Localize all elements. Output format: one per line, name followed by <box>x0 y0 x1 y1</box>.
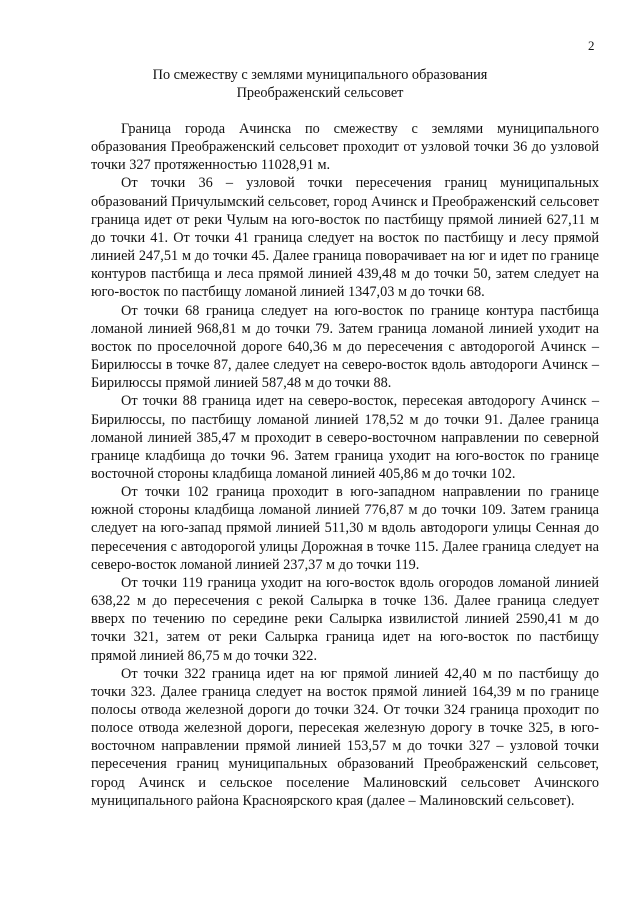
section-heading <box>0 66 640 102</box>
paragraph-1: Граница города Ачинска по смежеству с землями муниципального образования Преображенский сельсовет проходит от узловой точки 36 до узловой точки 327 протяженностью 11028,91 м. <box>91 121 599 174</box>
paragraph-6: От точки 119 граница уходит на юго-восток вдоль огородов ломаной линией 638,22 м до пересечения с рекой Салырка в точке 136. Далее граница следует вверх по течению по середине реки Салырка извилистой линией 2590,41 м до точки 321, затем от реки Салырка граница идет на юго-восток по пастбищу прямой линией 86,75 м до точки 322. <box>91 574 599 664</box>
section-heading-line-2: Преображенский сельсовет <box>236 85 404 101</box>
paragraph-3: От точки 68 граница следует на юго-восток по границе контура пастбища ломаной линией 968,81 м до точки 79. Затем граница ломаной линией уходит на восток по проселочной дороге 640,36 м до пересечения с автодорогой Ачинск – Бирилюссы в точке 87, далее следует на северо-восток вдоль автодороги Ачинск – Бирилюссы прямой линией 587,48 м до точки 88. <box>91 302 599 392</box>
paragraph-7: От точки 322 граница идет на юг прямой линией 42,40 м по пастбищу до точки 323. Далее граница следует на восток прямой линией 164,39 м по границе полосы отвода железной дороги до точки 324. От точки 324 граница проходит по полосе отвода железной дороги, пересекая железную дорогу в точке 325, в юго-восточном направлении прямой линией 153,57 м до точки 327 – узловой точки пересечения границ муниципальных образований Преображенский сельсовет, город Ачинск и сельское поселение Малиновский сельсовет Ачинского муниципального района Красноярского края (далее – Малиновский сельсовет). <box>91 665 599 809</box>
paragraph-4: От точки 88 граница идет на северо-восток, пересекая автодорогу Ачинск – Бирилюссы, по пастбищу ломаной линией 178,52 м до точки 91. Далее граница ломаной линией 385,47 м проходит в северо-восточном направлении по северной границе кладбища до точки 96. Затем граница уходит на юго-восток по границе восточной стороны кладбища ломаной линией 405,86 м до точки 102. <box>91 393 599 482</box>
paragraph-2: От точки 36 – узловой точки пересечения границ муниципальных образований Причулымский сельсовет, город Ачинск и Преображенский сельсовет граница идет от реки Чулым на юго-восток по пастбищу прямой линией 627,11 м до точки 41. От точки 41 граница следует на восток по пастбищу и лесу прямой линией 247,51 м до точки 45. Далее граница поворачивает на юг и идет по границе контуров пастбища и леса прямой линией 439,48 м до точки 50, затем следует на юго-восток по пастбищу ломаной линией 1347,03 м до точки 68. <box>91 175 599 301</box>
page-number: 2 <box>588 38 595 53</box>
document-body <box>91 120 599 810</box>
paragraph-5: От точки 102 граница проходит в юго-западном направлении по границе южной стороны кладбища ломаной линией 776,87 м до точки 109. Затем граница следует на юго-запад прямой линией 511,30 м вдоль автодороги улицы Сенная до пересечения с автодорогой улицы Дорожная в точке 115. Далее граница следует на северо-восток ломаной линией 237,37 м до точки 119. <box>91 484 599 573</box>
section-heading-line-1: По смежеству с землями муниципального образования <box>152 67 488 83</box>
